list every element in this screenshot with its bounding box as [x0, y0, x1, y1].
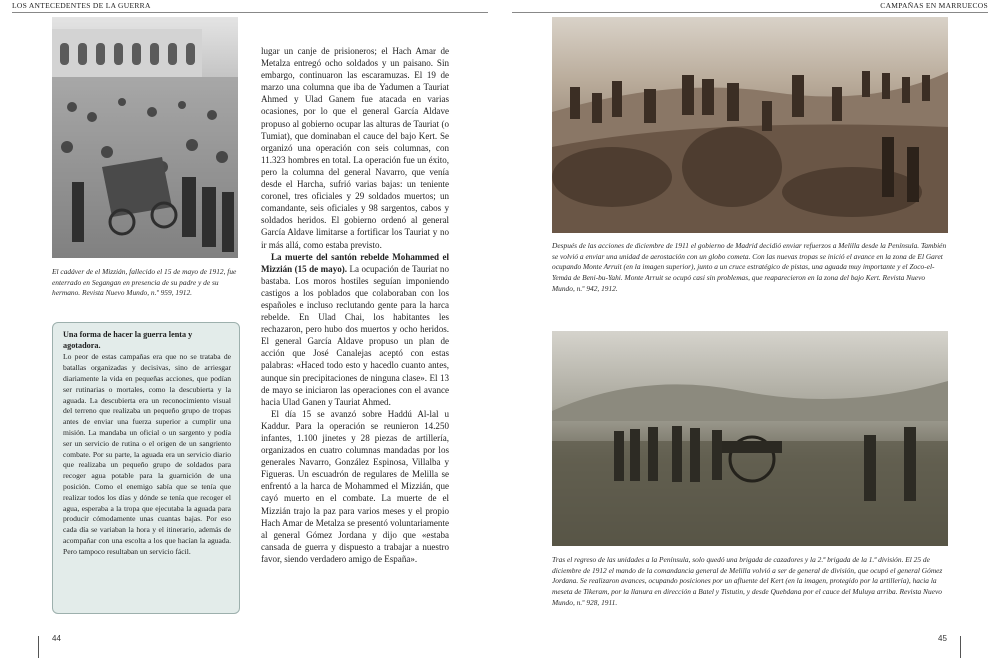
header-rule-right	[512, 12, 988, 13]
paragraph-3: El día 15 se avanzó sobre Haddú Al-lal u Kaddur. Para la operación se reunieron 14.250 infantes, 1.100 jinetes y 28 piezas de artillería, organizados en cuatro columnas mandadas por los generales Navarro, González Espinosa, Villalba y Figueras. Un escuadrón de regulares de Melilla se enfrentó a la harca de Mohammed el Mizzián, que cayó muerto en el combate. La muerte de el Mizzián trajo la paz para varios meses y el propio Hach Amar de Metalza se presentó voluntariamente al general Gómez Jordana y dijo que «estaba cansada de guerra y dispuesto a trabajar a nuestro favor, siendo verdadero amigo de España».	[261, 408, 449, 564]
sidebar-box-text: Lo peor de estas campañas era que no se trataba de batallas organizadas y decisivas, sino de arriesgar diariamente la vida en pequeñas acciones, que podían ser rutinarias o mortales, como la descubierta y la aguada. La descubierta era un reconocimiento visual del terreno que realizaba un pequeño grupo de tropas antes de enviar una fuerza superior a cumplir una misión. La mandaba un oficial o un sargento y podía ser un servicio de rutina o el origen de un sangriento combate. Por su parte, la aguada era un servicio diario que realizaba un pequeño grupo de soldados para recoger agua potable para la guarnición de una posición. Como el enemigo sabía que se tenía que realizar todos los días y dónde se tenía que recoger el agua, esperaba a la tropa que ejecutaba la aguada para producir cómodamente unas cuantas bajas. Por eso cada día se variaban la hora y el itinerario, además de acompañar con una escolta a los que hacían la aguada. Pero tampoco resultaban un servicio fácil.	[63, 352, 231, 556]
page-number-left: 44	[52, 634, 61, 643]
sidebar-box	[52, 322, 240, 614]
paragraph-1: lugar un canje de prisioneros; el Hach Amar de Metalza entregó ocho soldados y un paisano. Sin embargo, continuaron las escaramuzas. El 19 de marzo una columna que iba de Yadumen a Tauriat Ahmed y Ulad Ganem fue atacada en varias ocasiones, por lo que el general García Aldave propuso al gobierno ocupar las alturas de Tauriat (o Tumiat), que dominaban el cauce del bajo Kert. Se organizó una operación con seis columnas, con 11.323 hombres en total. La operación fue un éxito, pero la columna del general Navarro, que venía desde el Harcha, sufrió varias bajas: un teniente coronel, tres oficiales y 29 soldados muertos; un comandante, seis oficiales y 98 sargentos, cabos y soldados heridos. El gobierno ordenó al general García Aldave limitarse a fortificar los Tauriat y no ir más allá, como estaba previsto.	[261, 46, 449, 250]
sidebar-box-title: Una forma de hacer la guerra lenta y agotadora.	[63, 330, 193, 351]
main-text-column	[261, 45, 449, 565]
artillery-photo	[552, 331, 948, 546]
funeral-photo	[52, 17, 238, 258]
footer-tick-right	[960, 636, 961, 658]
running-head-right: CAMPAÑAS EN MARRUECOS	[880, 1, 988, 10]
running-head-left: LOS ANTECEDENTES DE LA GUERRA	[12, 1, 151, 10]
monte-arruit-photo	[552, 17, 948, 233]
funeral-photo-caption: El cadáver de el Mizzián, fallecido el 15 de mayo de 1912, fue enterrado en Segangan en presencia de su padre y de su hermano. Revista Nuevo Mundo, n.º 959, 1912.	[52, 267, 237, 298]
page-number-right: 45	[938, 634, 947, 643]
paragraph-2: La ocupación de Tauriat no bastaba. Los moros hostiles seguían imponiendo castigos a los poblados que colaboraban con los españoles e incluso reclutando gente para la harca rebelde. En Ulad Chai, los habitantes les rechazaron, pero hubo dos muertos y ocho heridos. El general García Aldave propuso un plan de acción que José Canalejas aceptó con estas palabras: «Haced todo esto y hacedlo cuanto antes, aunque sin precipitaciones de ninguna clase». El 13 de mayo se iniciaron las operaciones con el avance hacia Ulad Ganen y Tauriat Ahmed.	[261, 263, 449, 407]
header-rule-left	[12, 12, 488, 13]
monte-arruit-caption: Después de las acciones de diciembre de 1911 el gobierno de Madrid decidió enviar refuerzos a Melilla desde la Península. También se volvió a enviar una unidad de aerostación con un globo cometa. Con las nuevas tropas se inició el avance en la zona de El Garet ocupando Monte Arruit (en la imagen superior), junto a un cruce estratégico de pistas, una aguada muy importante y el Zoco-el-Yemáa de Beni-bu-Yahi. Monte Arruit se ocupó casi sin problemas, que reaparecieron en la zona del bajo Kert. Revista Nuevo Mundo, n.º 942, 1912.	[552, 241, 947, 293]
footer-tick-left	[38, 636, 39, 658]
section-subhead: La muerte del santón rebelde Mohammed el Mizzián (15 de mayo).	[261, 251, 449, 274]
artillery-caption: Tras el regreso de las unidades a la Península, solo quedó una brigada de cazadores y la 2.ª brigada de la 1.ª división. El 25 de diciembre de 1912 el mando de la comandancia general de Melilla volvió a ser de general de división, que ocupó el general Gómez Jordana. Se realizaron avances, ocupando posiciones por un afluente del Kert (en la imagen, protegido por la artillería), hacia la meseta de Tikeram, por la llanura en dirección a Batel y Tistutin, y desde Quebdana por el cauce del Muluya arriba. Revista Nuevo Mundo, n.º 928, 1911.	[552, 555, 943, 607]
